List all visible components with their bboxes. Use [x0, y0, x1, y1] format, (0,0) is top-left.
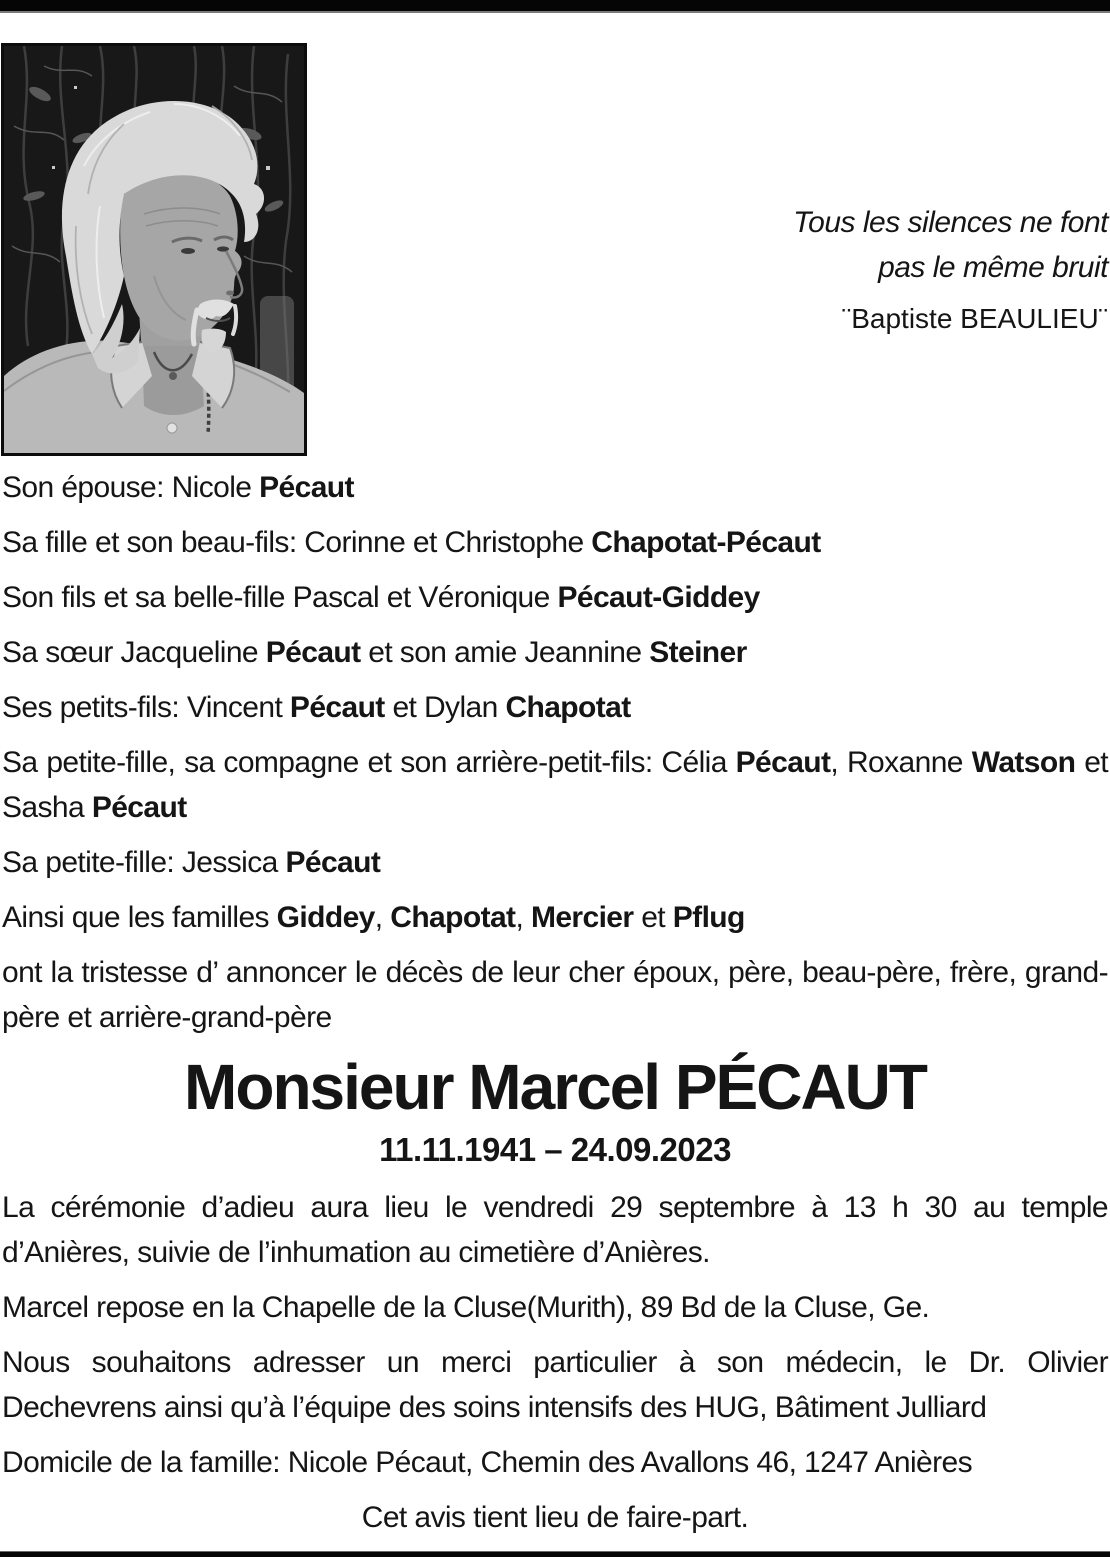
family-line-text: et Sasha: [2, 746, 1109, 824]
family-line-text: et Dylan: [384, 691, 506, 724]
family-surname: Mercier: [530, 901, 634, 934]
life-dates: 11.11.1941 – 24.09.2023: [379, 1131, 731, 1168]
family-line: [2, 575, 1108, 620]
family-surname: Chapotat: [505, 691, 631, 724]
family-surname: Giddey: [276, 901, 375, 934]
family-surname: Watson: [971, 746, 1076, 779]
detail-paragraph: La cérémonie d’adieu aura lieu le vendredi 29 septembre à 13 h 30 au temple d’Anières, suivie de l’inhumation au cimetière d’Anières.: [2, 1191, 1108, 1269]
family-line: [2, 840, 1108, 885]
notice-body: [2, 465, 1108, 1540]
family-line: [2, 520, 1108, 565]
family-line-text: Sa fille et son beau-fils: Corinne et Christophe: [2, 526, 592, 559]
family-surname: Pécaut-Giddey: [557, 581, 760, 614]
family-line: [2, 630, 1108, 675]
family-surname: Chapotat-Pécaut: [591, 526, 821, 559]
family-line-text: Sa petite-fille: Jessica: [2, 846, 286, 879]
family-line: [2, 950, 1108, 1040]
family-line-text: Sa sœur Jacqueline: [2, 636, 266, 669]
family-surname: Pécaut: [91, 791, 187, 824]
family-line-text: et son amie Jeannine: [360, 636, 650, 669]
family-surname: Pécaut: [285, 846, 381, 879]
family-list: [2, 465, 1108, 1040]
details-list: [2, 1185, 1108, 1485]
family-line-text: Son fils et sa belle-fille Pascal et Véronique: [2, 581, 558, 614]
family-line-text: Son épouse: Nicole: [2, 471, 260, 504]
quote-author: ¨Baptiste BEAULIEU¨: [841, 303, 1108, 334]
bottom-border-bar: [0, 1551, 1110, 1557]
portrait-illustration: [4, 46, 304, 453]
family-line: [2, 685, 1108, 730]
family-surname: Pécaut: [265, 636, 361, 669]
family-line: [2, 740, 1108, 830]
detail-paragraph: Marcel repose en la Chapelle de la Cluse(Murith), 89 Bd de la Cluse, Ge.: [2, 1291, 930, 1324]
epigraph: [793, 200, 1108, 336]
quote-line-1: Tous les silences ne font: [793, 206, 1108, 239]
family-line: [2, 895, 1108, 940]
faire-part-note: Cet avis tient lieu de faire-part.: [361, 1501, 749, 1534]
family-surname: Pflug: [672, 901, 745, 934]
family-line-text: ont la tristesse d’ annoncer le décès de leur cher époux, père, beau-père, frère, grand-père et arrière-grand-père: [2, 956, 1108, 1034]
family-line-text: et: [633, 901, 673, 934]
family-surname: Pécaut: [735, 746, 831, 779]
family-line-text: ,: [374, 901, 391, 934]
family-line-text: Ainsi que les familles: [2, 901, 277, 934]
detail-paragraph: Nous souhaitons adresser un merci particulier à son médecin, le Dr. Olivier Dechevrens ainsi qu’à l’équipe des soins intensifs des HUG, Bâtiment Julliard: [2, 1346, 1108, 1424]
family-line-text: Ses petits-fils: Vincent: [2, 691, 290, 724]
quote-line-2: pas le même bruit: [878, 251, 1108, 284]
deceased-name-title: Monsieur Marcel PÉCAUT: [184, 1051, 926, 1123]
top-border-bar: [0, 0, 1110, 13]
family-surname: Steiner: [649, 636, 747, 669]
family-line: [2, 465, 1108, 510]
family-surname: Pécaut: [289, 691, 385, 724]
family-line-text: Sa petite-fille, sa compagne et son arrière-petit-fils: Célia: [2, 746, 736, 779]
detail-paragraph: Domicile de la famille: Nicole Pécaut, Chemin des Avallons 46, 1247 Anières: [2, 1446, 972, 1479]
family-surname: Chapotat: [390, 901, 516, 934]
family-line-text: ,: [515, 901, 531, 934]
family-surname: Pécaut: [259, 471, 354, 504]
portrait-photo: [1, 43, 307, 456]
family-line-text: , Roxanne: [830, 746, 972, 779]
